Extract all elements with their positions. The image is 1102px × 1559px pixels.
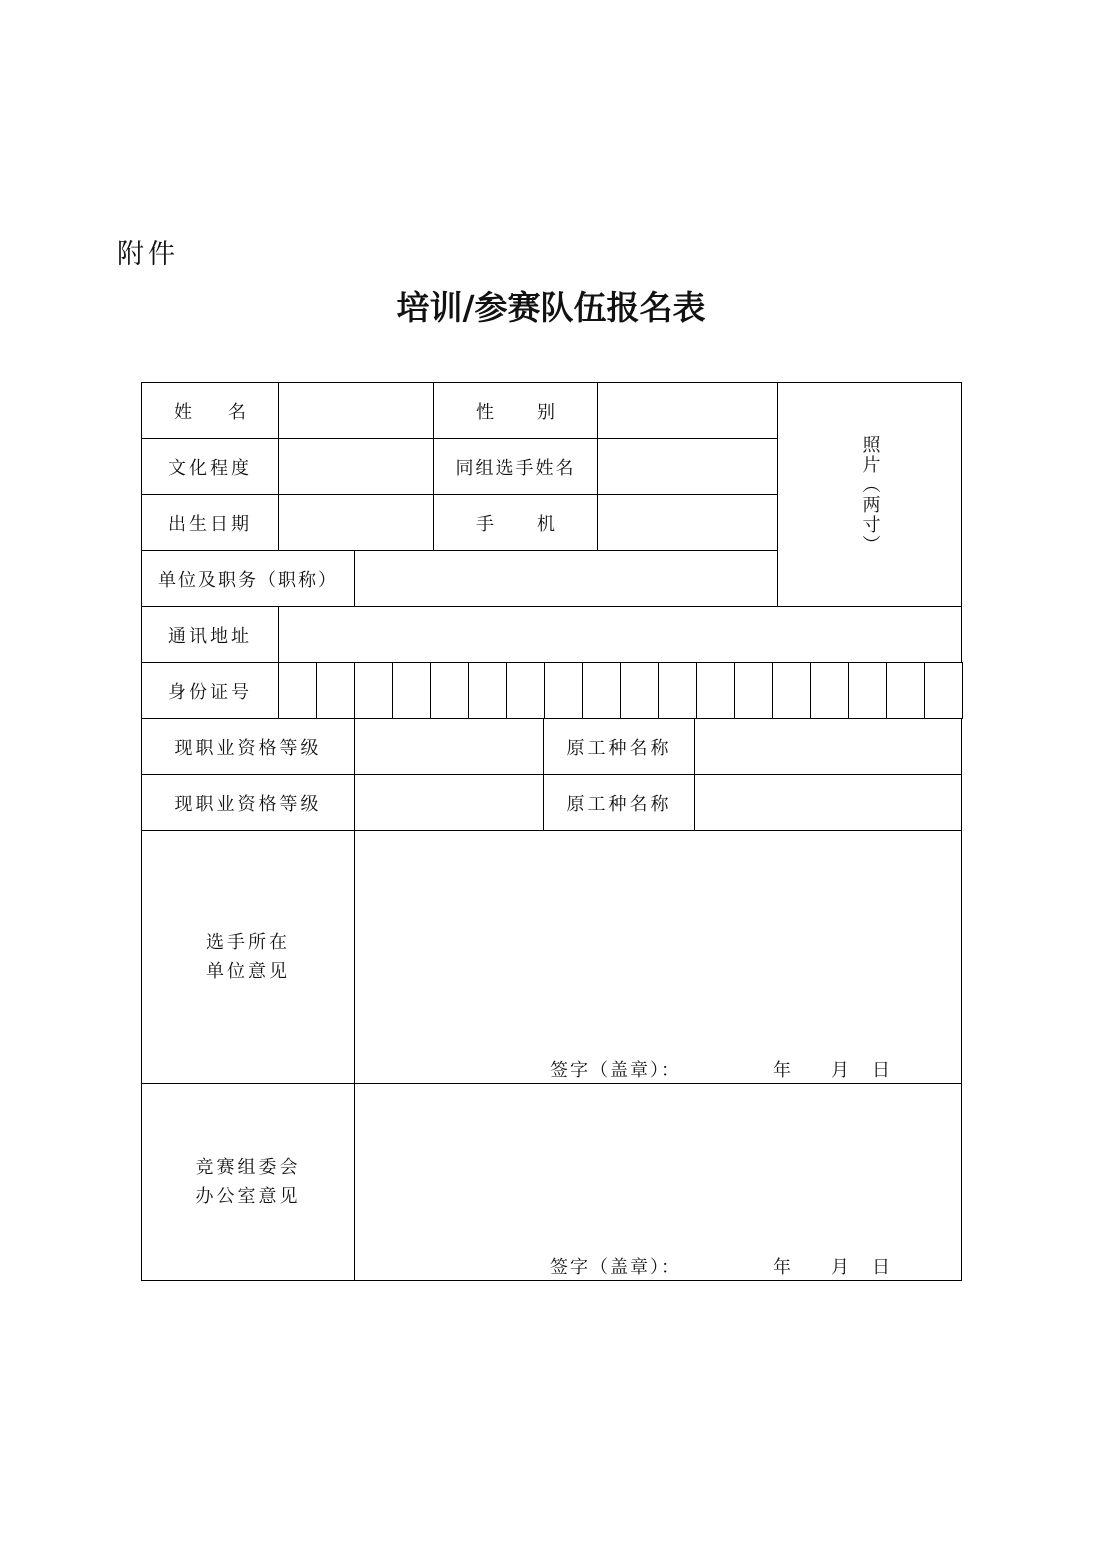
field-committee-opinion[interactable]: [354, 1083, 962, 1281]
label-teammate: 同组选手姓名: [433, 438, 598, 495]
id-digit-cell[interactable]: [734, 662, 773, 719]
month-label-1: 月: [831, 1060, 849, 1081]
field-phone[interactable]: [597, 494, 778, 551]
id-digit-cell[interactable]: [696, 662, 735, 719]
label-name-char-2: 名: [228, 401, 246, 423]
month-label-2: 月: [831, 1257, 849, 1278]
label-phone-char-2: 机: [537, 513, 555, 535]
id-digit-cell[interactable]: [316, 662, 355, 719]
photo-box: [777, 382, 962, 607]
field-trade-1[interactable]: [694, 718, 962, 775]
field-name[interactable]: [278, 382, 434, 439]
label-gender: [433, 382, 598, 439]
label-name: [141, 382, 279, 439]
label-level-2: 现职业资格等级: [141, 774, 355, 831]
field-gender[interactable]: [597, 382, 778, 439]
sign-label-1: 签字（盖章）：: [550, 1060, 681, 1081]
attachment-label: 附件: [117, 239, 179, 270]
label-committee-opinion: [141, 1083, 355, 1281]
id-digit-cell[interactable]: [544, 662, 583, 719]
label-phone-char-1: 手: [476, 513, 494, 535]
year-label-1: 年: [773, 1060, 791, 1081]
field-address[interactable]: [278, 606, 962, 663]
id-digit-cell[interactable]: [392, 662, 431, 719]
label-unit: 单位及职务（职称）: [141, 550, 355, 607]
id-digit-cell[interactable]: [924, 662, 963, 719]
field-unit[interactable]: [354, 550, 778, 607]
id-digit-cell[interactable]: [354, 662, 393, 719]
field-teammate[interactable]: [597, 438, 778, 495]
label-unit-opinion: [141, 830, 355, 1084]
field-birth[interactable]: [278, 494, 434, 551]
label-unit-opinion-line-2: 单位意见: [206, 961, 290, 982]
id-digit-cell[interactable]: [582, 662, 621, 719]
label-gender-char-2: 别: [537, 401, 555, 423]
year-label-2: 年: [773, 1257, 791, 1278]
label-birth: 出生日期: [141, 494, 279, 551]
id-digit-cell[interactable]: [772, 662, 811, 719]
photo-label: 照片（两寸）: [859, 434, 881, 555]
id-digit-cell[interactable]: [658, 662, 697, 719]
field-level-1[interactable]: [354, 718, 544, 775]
id-digit-cell[interactable]: [278, 662, 317, 719]
label-committee-line-2: 办公室意见: [195, 1186, 301, 1207]
field-education[interactable]: [278, 438, 434, 495]
label-unit-opinion-line-1: 选手所在: [206, 932, 290, 953]
id-digit-cell[interactable]: [430, 662, 469, 719]
label-level-1: 现职业资格等级: [141, 718, 355, 775]
label-trade-2: 原工种名称: [543, 774, 695, 831]
label-education: 文化程度: [141, 438, 279, 495]
page-title: 培训/参赛队伍报名表: [396, 288, 706, 327]
field-trade-2[interactable]: [694, 774, 962, 831]
id-digit-cell[interactable]: [886, 662, 925, 719]
field-unit-opinion[interactable]: [354, 830, 962, 1084]
label-phone: [433, 494, 598, 551]
day-label-1: 日: [872, 1060, 890, 1081]
id-digit-cell[interactable]: [620, 662, 659, 719]
id-digit-cell[interactable]: [810, 662, 849, 719]
field-level-2[interactable]: [354, 774, 544, 831]
label-committee-line-1: 竞赛组委会: [195, 1157, 301, 1178]
label-gender-char-1: 性: [476, 401, 494, 423]
label-idno: 身份证号: [141, 662, 279, 719]
label-name-char-1: 姓: [174, 401, 192, 423]
sign-label-2: 签字（盖章）：: [550, 1257, 681, 1278]
day-label-2: 日: [872, 1257, 890, 1278]
id-digit-cell[interactable]: [506, 662, 545, 719]
id-digit-cell[interactable]: [468, 662, 507, 719]
label-address: 通讯地址: [141, 606, 279, 663]
label-trade-1: 原工种名称: [543, 718, 695, 775]
id-digit-cell[interactable]: [848, 662, 887, 719]
